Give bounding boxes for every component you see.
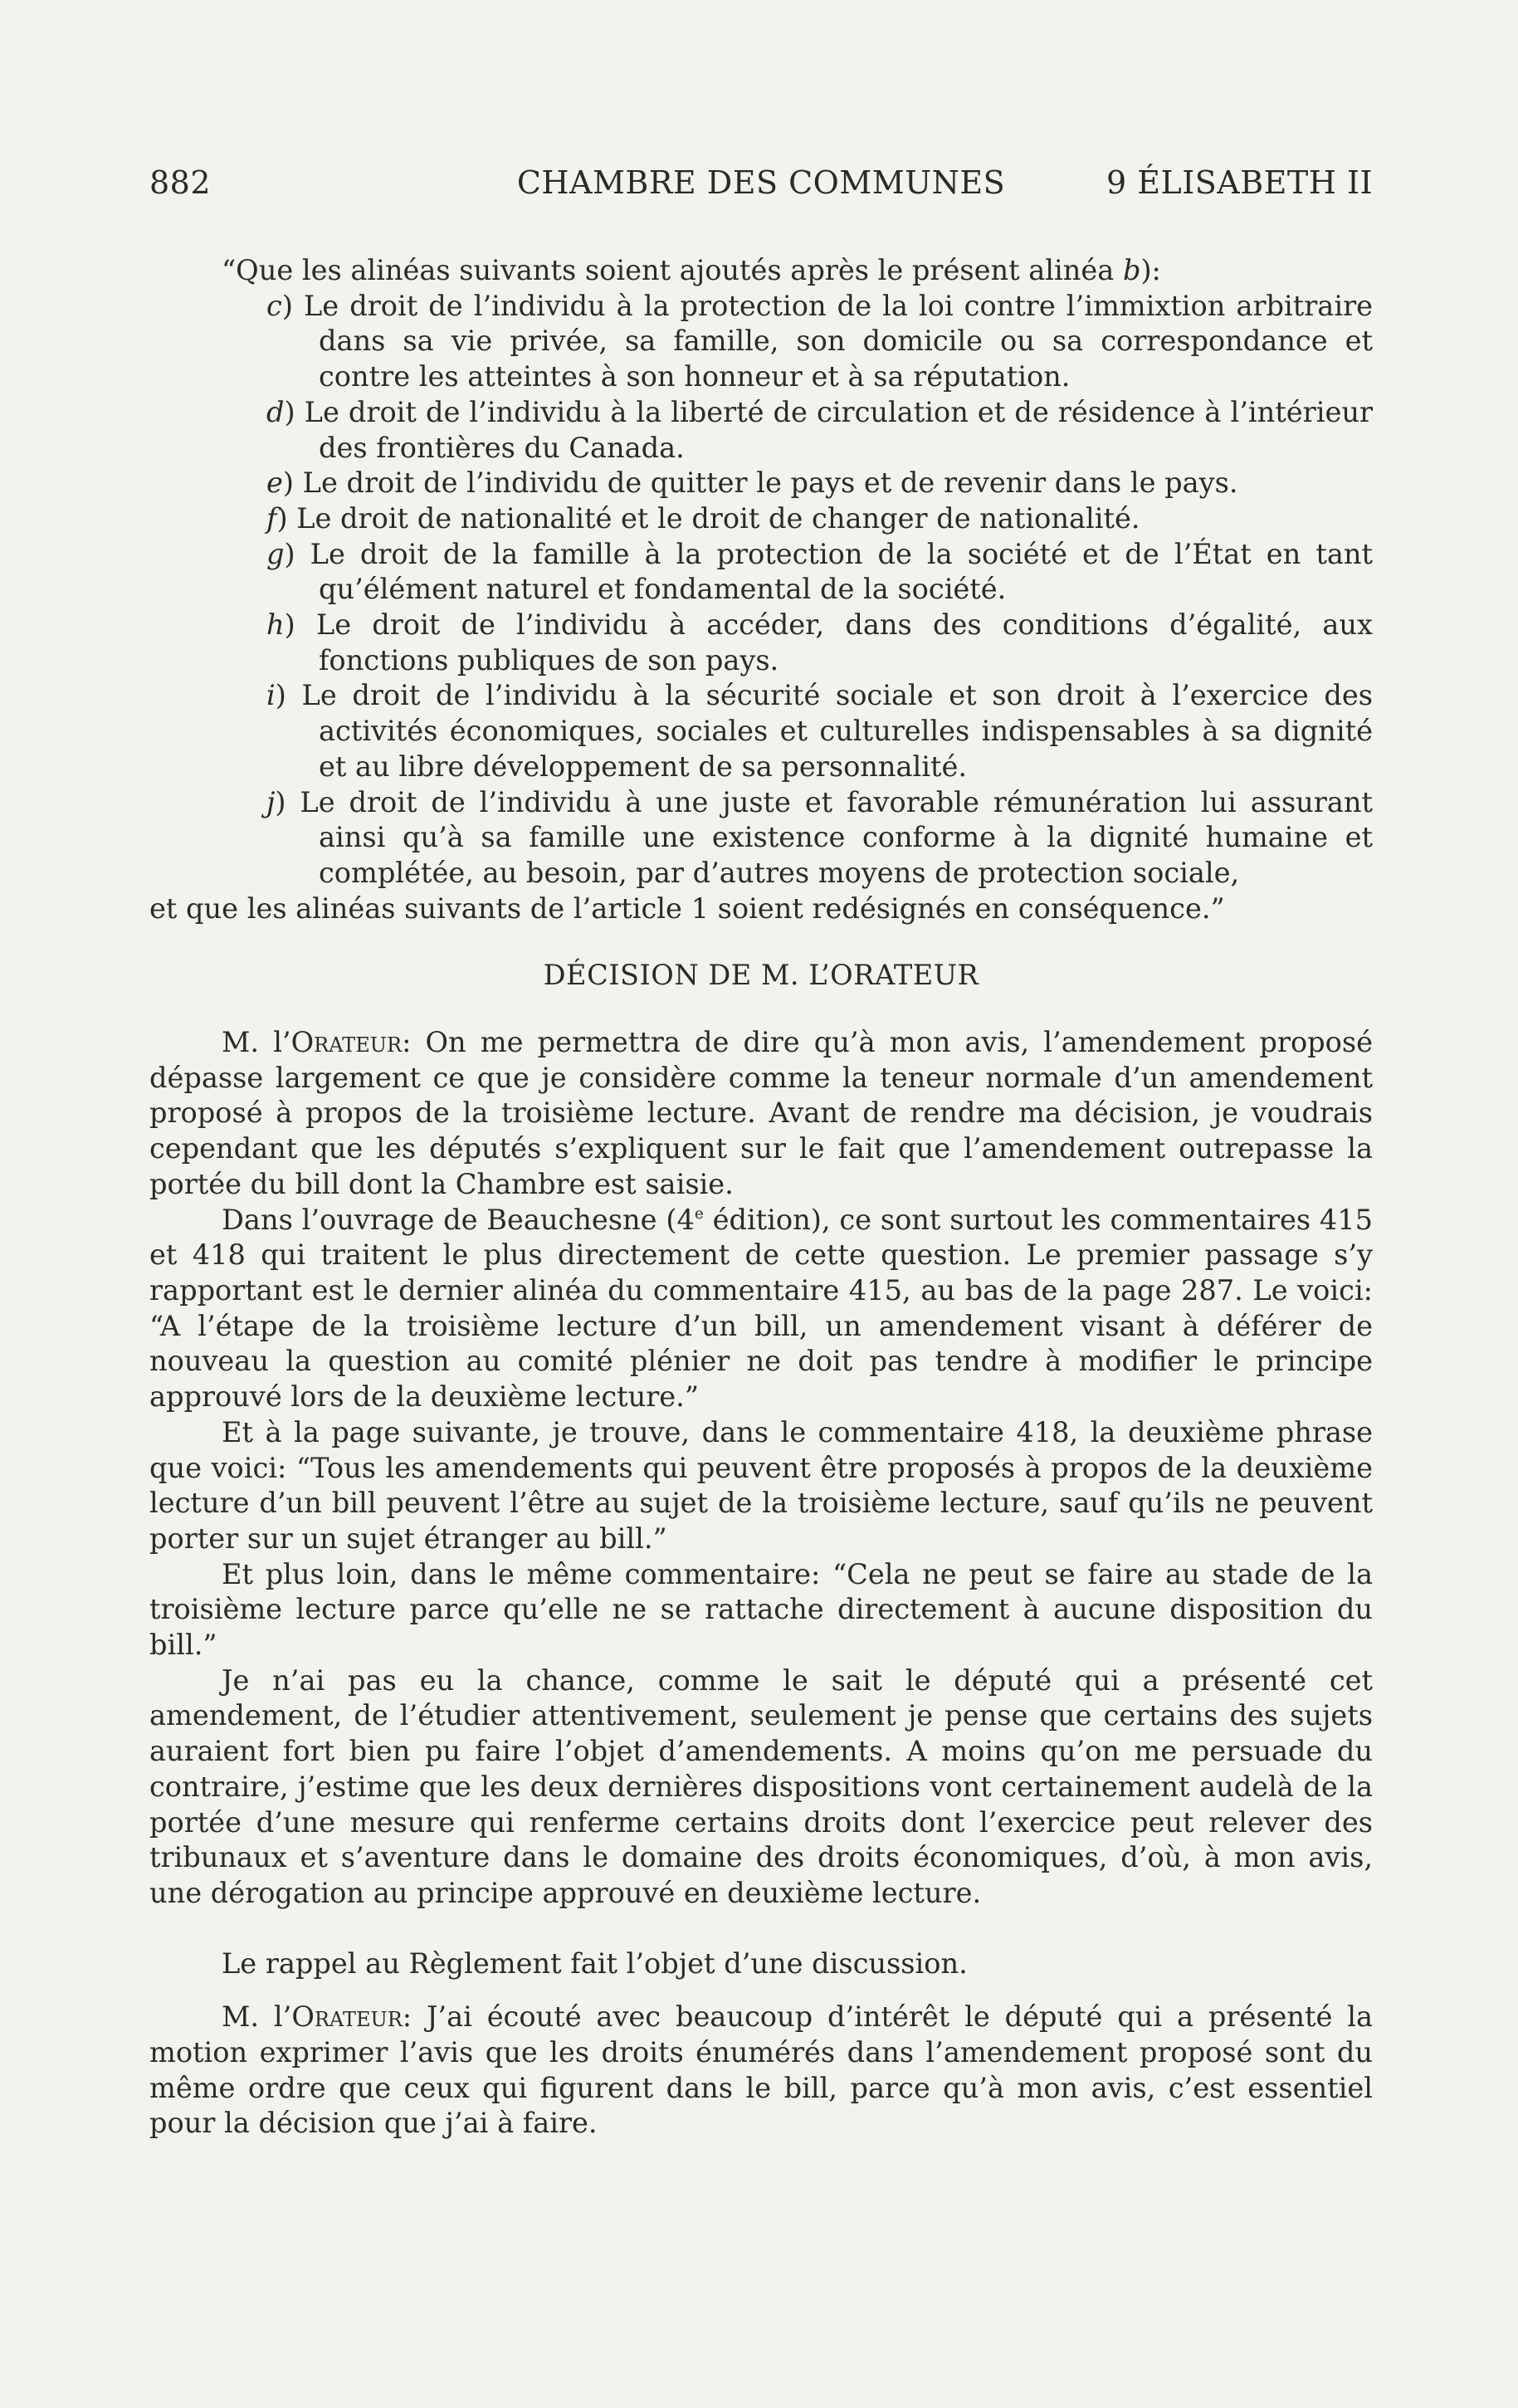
section-title: DÉCISION DE M. L’ORATEUR xyxy=(543,959,979,992)
item-text: Le droit de l’individu à la sécurité sociale et son droit à l’exercice des activités économiques, sociales et culturelles indispensables à sa dignité et au libre développement de sa personnalité. xyxy=(301,679,1373,783)
list-item-i: i) Le droit de l’individu à la sécurité sociale et son droit à l’exercice des activités économiques, sociales et culturelles indispensables à sa dignité et au libre développement de sa personnalité. xyxy=(266,679,1373,783)
list-item-d: d) Le droit de l’individu à la liberté de circulation et de résidence à l’intérieur des frontières du Canada. xyxy=(266,395,1373,464)
list-item-g: g) Le droit de la famille à la protection de la société et de l’État en tant qu’élément naturel et fondamental de la société. xyxy=(266,537,1373,606)
header-reign: 9 ÉLISABETH II xyxy=(1106,164,1373,201)
paragraph-text: Dans l’ouvrage de Beauchesne (4 xyxy=(222,1203,695,1236)
item-text: Le droit de l’individu à la protection de la loi contre l’immixtion arbitraire dans sa vie privée, sa famille, son domicile ou sa correspondance et contre les atteintes à son honneur et à sa réputation. xyxy=(303,289,1373,393)
amendment-closing: et que les alinéas suivants de l’article 1 soient redésignés en conséquence.” xyxy=(149,891,1225,925)
item-text: Le droit de l’individu à une juste et favorable rémunération lui assurant ainsi qu’à sa famille une existence conforme à la dignité humaine et complétée, au besoin, par d’autres moyens de protection sociale, xyxy=(300,785,1373,889)
header-title: CHAMBRE DES COMMUNES xyxy=(516,164,1006,201)
item-label: c xyxy=(266,289,282,322)
item-label: e xyxy=(266,466,283,500)
item-label: g xyxy=(266,537,285,570)
speaker-prefix: M. l’ xyxy=(222,1026,291,1059)
superscript: e xyxy=(694,1204,704,1223)
item-text: Le droit de l’individu de quitter le pays et de revenir dans le pays. xyxy=(302,466,1238,500)
paragraph-commentary-418: Et à la page suivante, je trouve, dans le commentaire 418, la deuxième phrase que voici: “Tous les amendements qui peuvent être proposés à propos de la deuxième lecture d’un bill peuvent l’être au sujet de la troisième lecture, sauf qu’ils ne peuvent porter sur un sujet étranger au bill.” xyxy=(149,1415,1373,1555)
intro-label: b xyxy=(1122,254,1141,286)
paragraph-further: Et plus loin, dans le même commentaire: “Cela ne peut se faire au stade de la troisième lecture parce qu’elle ne se rattache directement à aucune disposition du bill.” xyxy=(149,1557,1373,1662)
item-text: Le droit de la famille à la protection de la société et de l’État en tant qu’élément naturel et fondamental de la société. xyxy=(310,537,1373,606)
page-body xyxy=(149,253,1373,2142)
amendment-intro xyxy=(149,253,1373,289)
speaker-name: Orateur xyxy=(290,1026,403,1059)
paragraph-opinion: Je n’ai pas eu la chance, comme le sait le député qui a présenté cet amendement, de l’étudier attentivement, seulement je pense que certains des sujets auraient fort bien pu faire l’objet d’amendements. A moins qu’on me persuade du contraire, j’estime que les deux dernières dispositions vont certainement audelà de la portée d’une mesure qui renferme certains droits dont l’exercice peut relever des tribunaux et s’aventure dans le domaine des droits économiques, d’où, à mon avis, une dérogation au principe approuvé en deuxième lecture. xyxy=(149,1663,1373,1909)
list-item-j: j) Le droit de l’individu à une juste et favorable rémunération lui assurant ainsi qu’à sa famille une existence conforme à la dignité humaine et complétée, au besoin, par d’autres moyens de protection sociale, xyxy=(266,785,1373,889)
item-label: j xyxy=(266,785,276,818)
list-item-h: h) Le droit de l’individu à accéder, dans des conditions d’égalité, aux fonctions publiques de son pays. xyxy=(266,608,1373,676)
page-number: 882 xyxy=(149,164,212,201)
list-item-e: e) Le droit de l’individu de quitter le pays et de revenir dans le pays. xyxy=(266,466,1238,500)
paragraph-text: : On me permettra de dire qu’à mon avis, l’amendement proposé dépasse largement ce que je considère comme la teneur normale d’un amendement proposé à propos de la troisième lecture. Avant de rendre ma décision, je voudrais cependant que les députés s’expliquent sur le fait que l’amendement outrepasse la portée du bill dont la Chambre est saisie. xyxy=(149,1026,1373,1200)
item-label: f xyxy=(266,501,277,535)
paragraph-text: édition), ce sont surtout les commentaires 415 et 418 qui traitent le plus directement de cette question. Le premier passage s’y rapportant est le dernier alinéa du commentaire 415, au bas de la page 287. Le voici: “A l’étape de la troisième lecture d’un bill, un amendement visant à déférer de nouveau la question au comité plénier ne doit pas tendre à modifier le principe approuvé lors de la deuxième lecture.” xyxy=(149,1203,1373,1414)
speaker-prefix: M. l’ xyxy=(222,2000,292,2034)
paragraph-beauchesne xyxy=(149,1203,1373,1415)
paragraph-discussion-note: Le rappel au Règlement fait l’objet d’une discussion. xyxy=(222,1946,968,1980)
paragraph-speaker-ruling xyxy=(149,1025,1373,1203)
list-item-c: c) Le droit de l’individu à la protection de la loi contre l’immixtion arbitraire dans sa vie privée, sa famille, son domicile ou sa correspondance et contre les atteintes à son honneur et à sa réputation. xyxy=(266,289,1373,393)
item-label: i xyxy=(266,679,276,712)
page-header xyxy=(149,164,1373,208)
paragraph-speaker-followup xyxy=(149,2000,1373,2142)
speaker-name: Orateur xyxy=(291,2000,403,2034)
item-label: d xyxy=(266,395,285,428)
item-text: Le droit de nationalité et le droit de changer de nationalité. xyxy=(296,501,1140,535)
item-label: h xyxy=(266,608,285,642)
intro-prefix: “Que les alinéas suivants soient ajoutés après le présent alinéa xyxy=(222,254,1123,286)
item-text: Le droit de l’individu à la liberté de circulation et de résidence à l’intérieur des frontières du Canada. xyxy=(304,395,1373,464)
intro-suffix: ): xyxy=(1140,254,1161,286)
list-item-f: f) Le droit de nationalité et le droit de changer de nationalité. xyxy=(266,501,1140,535)
item-text: Le droit de l’individu à accéder, dans des conditions d’égalité, aux fonctions publiques de son pays. xyxy=(315,608,1373,676)
paragraph-text: : J’ai écouté avec beaucoup d’intérêt le député qui a présenté la motion exprimer l’avis que les droits énumérés dans l’amendement proposé sont du même ordre que ceux qui figurent dans le bill, parce qu’à mon avis, c’est essentiel pour la décision que j’ai à faire. xyxy=(149,2000,1373,2140)
